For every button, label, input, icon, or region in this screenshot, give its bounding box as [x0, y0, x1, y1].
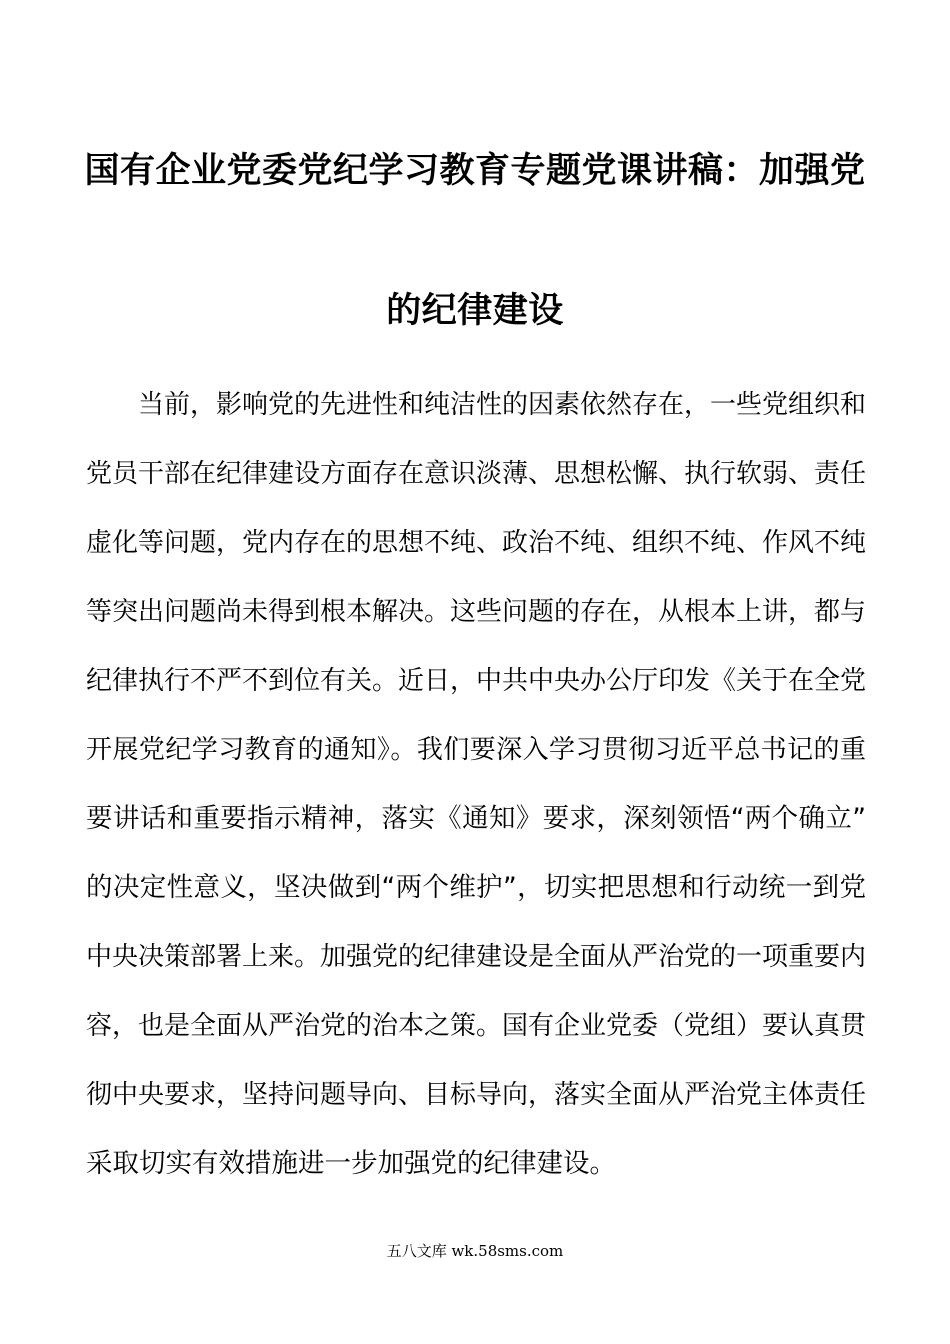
paragraph-line-4: 等突出问题尚未得到根本解决。这些问题的存在，从根本上讲，都与	[86, 597, 867, 627]
paragraph-line-12: 采取切实有效措施进一步加强党的纪律建设。	[86, 1148, 616, 1179]
paragraph-line-10: 容，也是全面从严治党的治本之策。国有企业党委（党组）要认真贯	[86, 1011, 867, 1041]
paragraph-line-7: 要讲话和重要指示精神，落实《通知》要求，深刻领悟“两个确立”	[86, 803, 866, 834]
paragraph-line-8: 的决定性意义，坚决做到“两个维护”，切实把思想和行动统一到党	[86, 872, 866, 903]
paragraph-line-5: 纪律执行不严不到位有关。近日，中共中央办公厅印发《关于在全党	[86, 666, 867, 696]
paragraph-line-3: 虚化等问题，党内存在的思想不纯、政治不纯、组织不纯、作风不纯	[86, 528, 867, 558]
title-line-2: 的纪律建设	[386, 291, 564, 331]
paragraph-line-2: 党员干部在纪律建设方面存在意识淡薄、思想松懈、执行软弱、责任	[86, 459, 867, 489]
title-line-1: 国有企业党委党纪学习教育专题党课讲稿：加强党	[84, 151, 866, 191]
paragraph-line-6: 开展党纪学习教育的通知》。我们要深入学习贯彻习近平总书记的重	[86, 735, 866, 765]
paragraph-line-11: 彻中央要求，坚持问题导向、目标导向，落实全面从严治党主体责任	[86, 1080, 867, 1110]
paragraph-line-1: 当前，影响党的先进性和纯洁性的因素依然存在，一些党组织和	[138, 390, 867, 420]
paragraph-line-9: 中央决策部署上来。加强党的纪律建设是全面从严治党的一项重要内	[86, 942, 867, 972]
footer-watermark: 五八文库 wk.58sms.com	[386, 1242, 564, 1260]
